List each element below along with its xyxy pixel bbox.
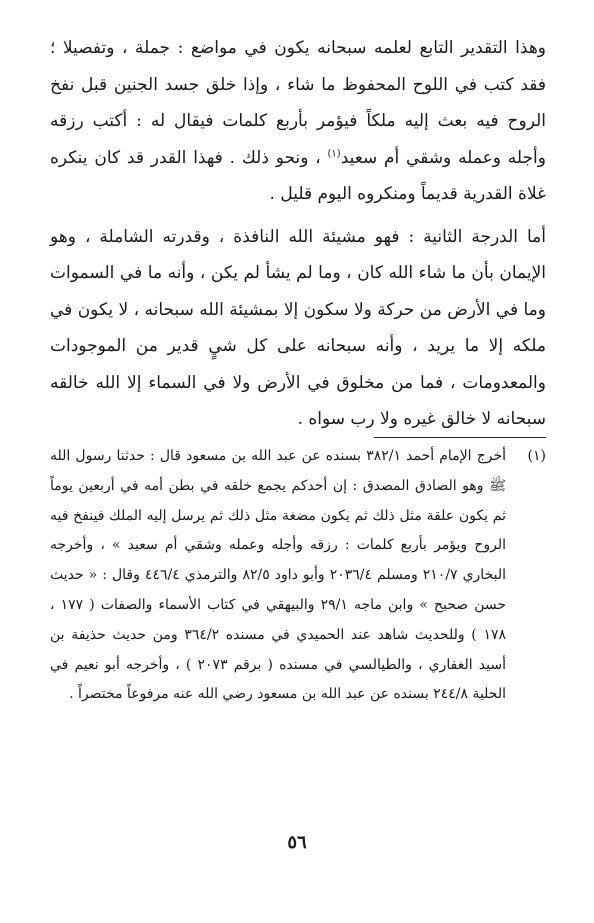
- footnote-reference: (١): [327, 147, 341, 159]
- paragraph: [50, 30, 546, 213]
- footnote-divider: [374, 437, 546, 438]
- paragraph: أما الدرجة الثانية : فهو مشيئة الله النافذة ، وقدرته الشاملة ، وهو الإيمان بأن ما شاء الله كان ، وما لم يشأ لم يكن ، وأنه ما في السموات وما في الأرض من حركة ولا سكون إلا بمشيئة الله سبحانه ، لا يكون في ملكه إلا ما يريد ، وأنه سبحانه على كل شيٍ قدير من الموجودات والمعدومات ، فما من مخلوق في الأرض ولا في السماء إلا الله خالقه سبحانه لا خالق غيره ولا رب سواه .: [50, 226, 546, 429]
- footnote: [50, 442, 546, 710]
- main-text: [50, 30, 546, 438]
- footnote-text: أخرج الإمام أحمد ٣٨٢/١ بسنده عن عبد الله بن مسعود قال : حدثنا رسول الله ﷺ وهو الصادق المصدق : إن أحدكم يجمع خلقه في بطن أمه في أربعين يوماً ثم يكون علقة مثل ذلك ثم يكون مضغة مثل ذلك ثم يرسل إليه الملك فينفخ فيه الروح ويؤمر بأربع كلمات : رزقه وأجله وعمله وشقي أم سعيد » ، وأخرجه البخاري ٢١٠/٧ ومسلم ٢٠٣٦/٤ وأبو داود ٨٢/٥ والترمذي ٤٤٦/٤ وقال : « حديث حسن صحيح » وابن ماجه ٢٩/١ والبيهقي في كتاب الأسماء والصفات ( ١٧٧ ، ١٧٨ ) وللحديث شاهد عند الحميدي في مسنده ٣٦٤/٢ ومن حديث حذيفة بن أسيد الغفاري ، والطيالسي في مسنده ( برقم ٢٠٧٣ ) ، وأخرجه أبو نعيم في الحلية ٢٤٤/٨ بسنده عن عبد الله بن مسعود رضي الله عنه مرفوعاً مختصراً .: [50, 448, 507, 703]
- paragraph-text: ، ونحو ذلك . فهذا القدر قد كان ينكره غلاة القدرية قديماً ومنكروه اليوم قليل .: [50, 147, 546, 204]
- paragraph-text: وهذا التقدير التابع لعلمه سبحانه يكون في مواضع : جملة ، وتفصيلا ؛ فقد كتب في اللوح المحفوظ ما شاء ، وإذا خلق جسد الجنين قبل نفخ الروح فيه بعث إليه ملكاً فيؤمر بأربع كلمات فيقال له : أكتب رزقه وأجله وعمله وشقي أم سعيد: [50, 38, 546, 168]
- page-number: ٥٦: [287, 832, 307, 853]
- footnote-marker: (١): [527, 448, 546, 464]
